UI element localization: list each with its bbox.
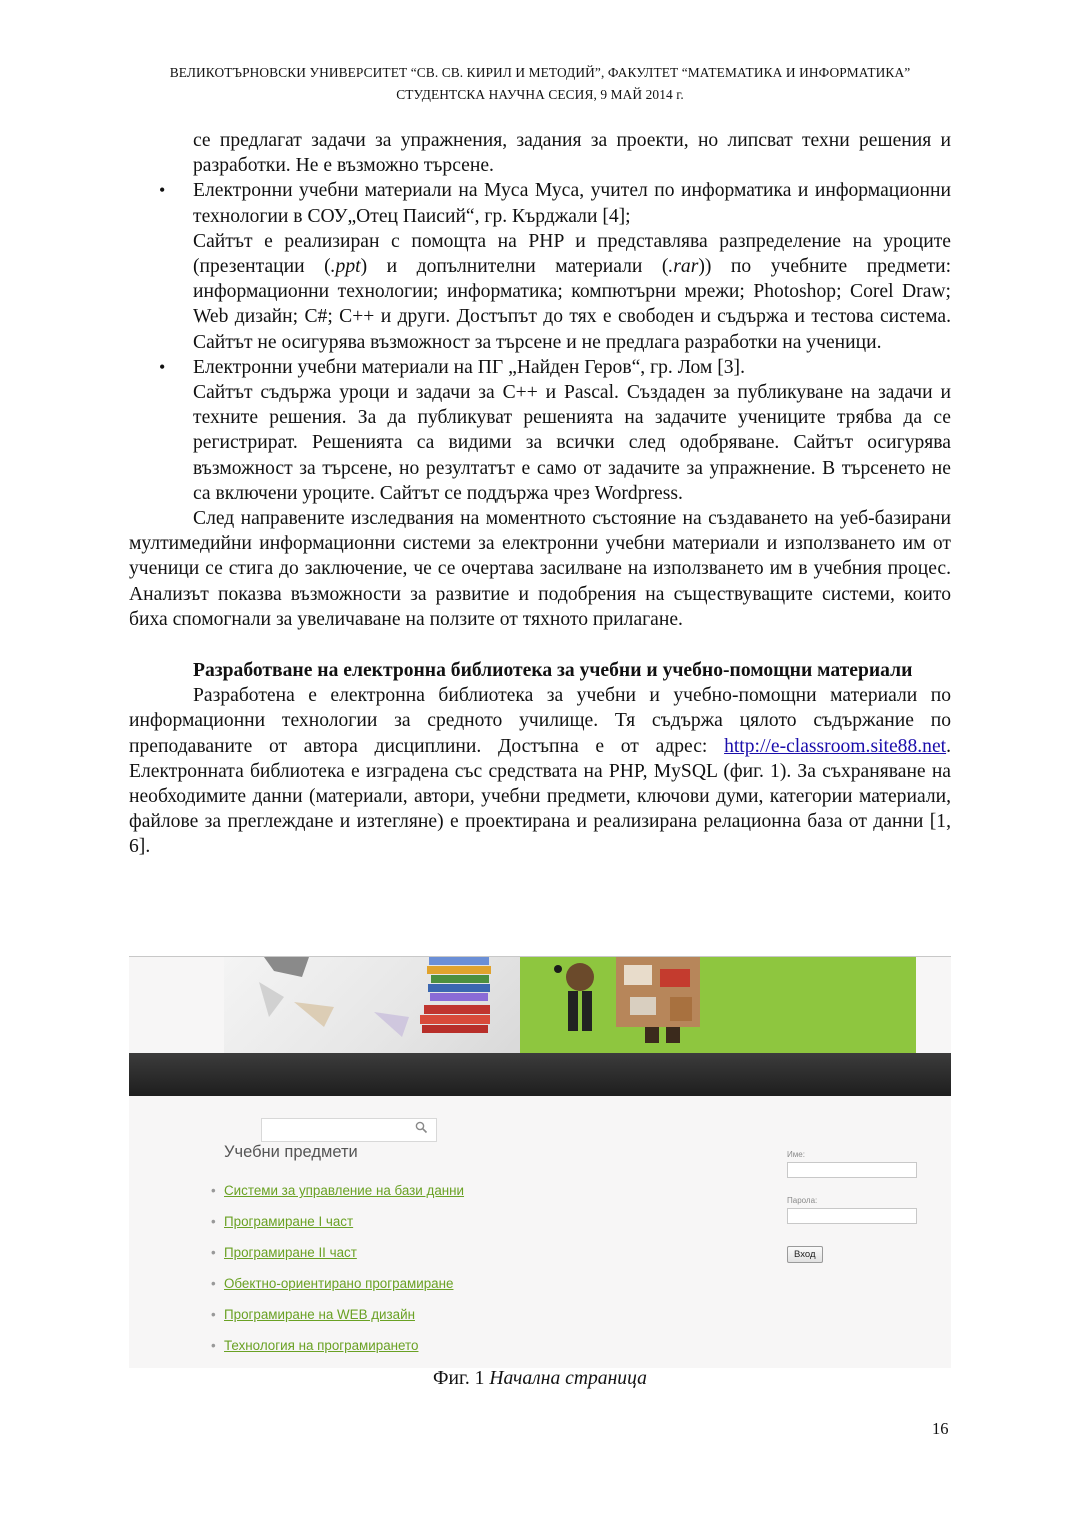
list-item-lead: Електронни учебни материали на Муса Муса, учител по информатика и информационни технологии в СОУ„Отец Паисий“, гр. Кърджали [4]; <box>193 180 951 227</box>
subject-link[interactable]: Програмиране II част <box>224 1245 357 1260</box>
list-item-lead: Електронни учебни материали на ПГ „Найден Геров“, гр. Лом [3]. <box>193 356 745 378</box>
header-university: ВЕЛИКОТЪРНОВСКИ УНИВЕРСИТЕТ “СВ. СВ. КИРИЛ И МЕТОДИЙ”, ФАКУЛТЕТ “МАТЕМАТИКА И ИНФОРМАТИКА” <box>169 65 911 80</box>
body-text <box>129 128 951 860</box>
subject-item <box>211 1338 464 1368</box>
running-header <box>0 62 1080 106</box>
bullet-icon: • <box>159 180 166 201</box>
subject-link[interactable]: Обектно-ориентирано програмиране <box>224 1276 454 1291</box>
subject-item <box>211 1276 464 1307</box>
bullet-icon: • <box>211 1338 216 1353</box>
login-button[interactable]: Вход <box>787 1246 823 1263</box>
list-item-text: Сайтът е реализиран с помощта на PHP и представлява разпределение на уроците (презентации (.ppt) и допълнителни материали (.rar)) по учебните предмети: информационни технологии; информатика; компютърни мрежи; Photoshop; Corel Draw; Web дизайн; C#; C++ и други. Достъпът до тях е свободен и съдържа и тестова система. Сайтът не осигурява възможност за търсене и не предлага разработки на ученици. <box>193 230 952 353</box>
figure-caption <box>0 1368 1080 1390</box>
caption-prefix: Фиг. 1 <box>433 1368 490 1389</box>
bullet-icon: • <box>159 356 166 377</box>
bullet-icon: • <box>211 1307 216 1322</box>
section-heading: Разработване на електронна библиотека за учебни и учебно-помощни материали <box>193 660 913 682</box>
password-field[interactable] <box>787 1208 917 1224</box>
list-item <box>129 178 951 354</box>
name-label: Име: <box>787 1150 805 1159</box>
search-icon <box>415 1121 428 1134</box>
website-screenshot-figure <box>129 956 951 1368</box>
subject-item <box>211 1214 464 1245</box>
name-field[interactable] <box>787 1162 917 1178</box>
list-item <box>129 355 951 506</box>
list-item-text: Сайтът съдържа уроци и задачи за C++ и Pascal. Създаден за публикуване на задачи и техните решения. За да публикуват решенията на задачите учениците трябва да се регистрират. Решенията са видими за всички след одобряване. Сайтът осигурява възможност за търсене, но резултатът е само от задачите за упражнение. В търсенето не са включени уроците. Сайтът се поддържа чрез Wordpress. <box>193 382 951 504</box>
subject-link[interactable]: Програмиране на WEB дизайн <box>224 1307 415 1322</box>
subject-item <box>211 1307 464 1338</box>
banner-books-image <box>224 957 520 1053</box>
bullet-icon: • <box>211 1214 216 1229</box>
subjects-title: Учебни предмети <box>224 1143 358 1161</box>
password-label: Парола: <box>787 1196 818 1205</box>
resources-list <box>129 178 951 506</box>
bullet-icon: • <box>211 1276 216 1291</box>
caption-title: Начална страница <box>489 1368 647 1389</box>
bullet-icon: • <box>211 1245 216 1260</box>
section-paragraph: Разработена е електронна библиотека за учебни и учебно-помощни материали по информационни технологии за средното училище. Тя съдържа цялото съдържание по преподаваните от автора дисциплини. Достъпна е от адрес: http://e-classroom.site88.net. Електронната библиотека е изградена със средствата на PHP, MySQL (фиг. 1). За съхраняване на необходимите данни (материали, автори, учебни предмети, ключови думи, категории материали, файлове за преглеждане и изтегляне) е проектирана и реализирана релационна база от данни [1, 6]. <box>129 685 951 858</box>
conclusion-paragraph: След направените изследвания на моментното състояние на създаването на уеб-базирани мултимедийни информационни системи за електронни учебни материали и използването им от ученици се стига до заключение, че се очертава засилване на използването им в учебния процес. Анализът показва възможности за развитие и подобрения на съществуващите системи, които биха спомогнали за увеличаване на ползите от тяхното прилагане. <box>129 508 951 630</box>
site-navigation-bar <box>129 1053 951 1096</box>
continuation-paragraph: се предлагат задачи за упражнения, задания за проекти, но липсват техни решения и разработки. Не е възможно търсене. <box>193 130 951 177</box>
bullet-icon: • <box>211 1183 216 1198</box>
subjects-list <box>211 1183 464 1368</box>
subject-item <box>211 1245 464 1276</box>
library-url-link[interactable]: http://e-classroom.site88.net <box>724 735 947 757</box>
page-number: 16 <box>932 1419 949 1438</box>
subject-item <box>211 1183 464 1214</box>
subject-link[interactable]: Технология на програмирането <box>224 1338 419 1353</box>
header-session: СТУДЕНТСКА НАУЧНА СЕСИЯ, 9 МАЙ 2014 г. <box>396 87 684 102</box>
search-input[interactable] <box>261 1118 437 1142</box>
subject-link[interactable]: Системи за управление на бази данни <box>224 1183 465 1198</box>
banner-green-panel <box>520 957 916 1053</box>
subject-link[interactable]: Програмиране I част <box>224 1214 354 1229</box>
